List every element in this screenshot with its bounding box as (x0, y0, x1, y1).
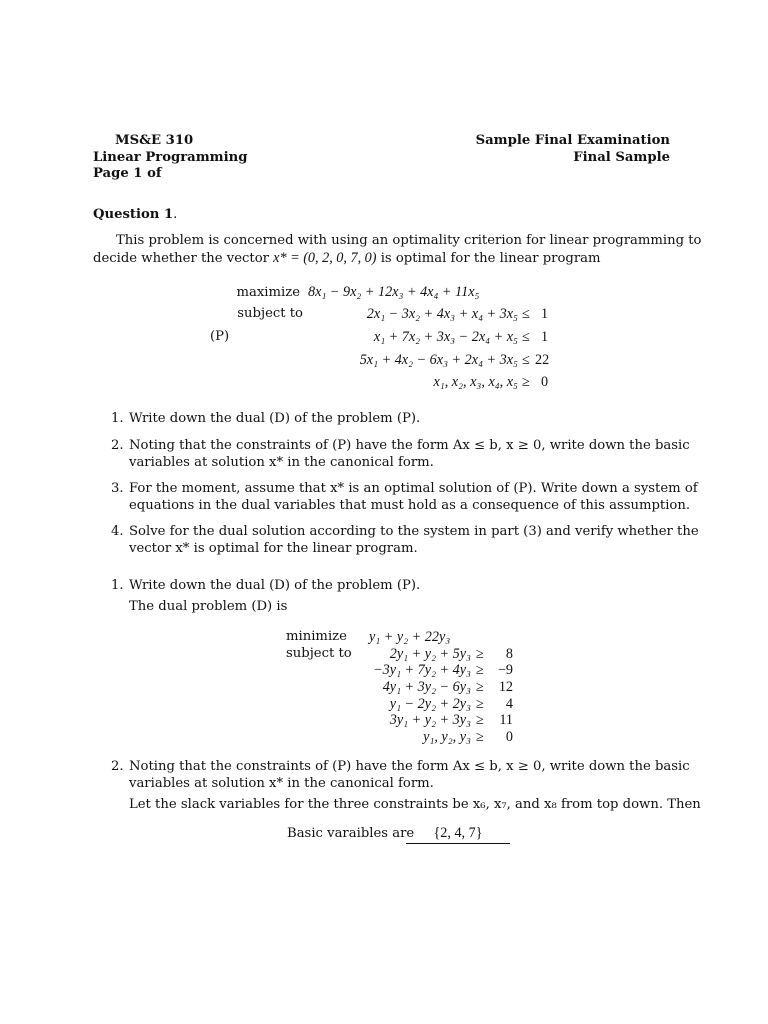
task-3-text-line-2: equations in the dual variables that must hold as a consequence of this assumption. (129, 498, 691, 513)
course-subject: Linear Programming (93, 150, 248, 165)
optimal-vector: x* = (0, 2, 0, 7, 0) (273, 250, 377, 266)
course-code: MS&E 310 (115, 133, 194, 148)
dual-row-3-rel: ≥ (476, 679, 484, 695)
dual-nonneg-lhs: y₁, y₂, y₃ (423, 729, 471, 745)
primal-row-1-lhs: 2x₁ − 3x₂ + 4x₃ + x₄ + 3x₅ (366, 306, 518, 322)
dual-nonneg-rel: ≥ (476, 729, 484, 745)
dual-row-2-rel: ≥ (476, 662, 484, 678)
task-4-text-line-2: vector x* is optimal for the linear program. (129, 541, 418, 556)
dual-nonneg-rhs: 0 (505, 729, 513, 745)
answer-2-prompt-line-1: Noting that the constraints of (P) have the form Ax ≤ b, x ≥ 0, write down the basic (129, 759, 690, 774)
dual-row-2-rhs: −9 (497, 662, 513, 678)
dual-row-1-lhs: 2y₁ + y₂ + 5y₃ (389, 646, 471, 662)
dual-row-4-rel: ≥ (476, 696, 484, 712)
task-3-number: 3. (111, 481, 124, 496)
dual-row-5-lhs: 3y₁ + y₂ + 3y₃ (389, 712, 471, 728)
intro-line-2 (93, 251, 601, 265)
dual-subject-to-word: subject to (286, 646, 352, 661)
answer-2-lead: Let the slack variables for the three constraints be x₆, x₇, and x₈ from top down. Then (129, 797, 701, 812)
task-1-text: Write down the dual (D) of the problem (P). (129, 411, 421, 426)
answer-2-number: 2. (111, 759, 124, 774)
dual-row-4-lhs: y₁ − 2y₂ + 2y₃ (389, 696, 471, 712)
answer-1-lead: The dual problem (D) is (129, 599, 288, 614)
page-indicator: Page 1 of (93, 166, 162, 181)
primal-nonneg-lhs: x₁, x₂, x₃, x₄, x₅ (433, 374, 518, 390)
primal-row-1-rhs: 1 (541, 306, 549, 322)
primal-row-1-rel: ≤ (522, 306, 530, 322)
dual-minimize-word: minimize (286, 629, 347, 644)
question-title-period: . (173, 207, 178, 222)
dual-row-3-rhs: 12 (498, 679, 513, 695)
dual-row-1-rel: ≥ (476, 646, 484, 662)
primal-nonneg-rel: ≥ (522, 374, 530, 390)
task-4-number: 4. (111, 524, 124, 539)
primal-row-2-rhs: 1 (541, 329, 549, 345)
primal-row-3-rhs: 22 (535, 352, 550, 368)
task-1-number: 1. (111, 411, 124, 426)
task-3-text-line-1: For the moment, assume that x* is an optimal solution of (P). Write down a system of (129, 481, 698, 496)
answer-1-number: 1. (111, 578, 124, 593)
primal-objective: 8x₁ − 9x₂ + 12x₃ + 4x₄ + 11x₅ (308, 284, 480, 300)
basic-variables-label: Basic varaibles are (287, 826, 415, 841)
dual-row-5-rhs: 11 (499, 712, 513, 728)
task-2-text-line-1: Noting that the constraints of (P) have the form Ax ≤ b, x ≥ 0, write down the basic (129, 438, 690, 453)
intro-text-a: decide whether the vector (93, 251, 274, 266)
dual-row-3-lhs: 4y₁ + 3y₂ − 6y₃ (382, 679, 471, 695)
answer-1-prompt: Write down the dual (D) of the problem (P). (129, 578, 421, 593)
task-2-text-line-2: variables at solution x* in the canonical form. (129, 455, 434, 470)
basic-variables-value: {2, 4, 7} (433, 825, 483, 841)
intro-line-1: This problem is concerned with using an optimality criterion for linear programming to (116, 233, 702, 248)
primal-subject-to-word: subject to (237, 306, 303, 321)
dual-row-4-rhs: 4 (505, 696, 513, 712)
dual-row-1-rhs: 8 (505, 646, 513, 662)
exam-title: Sample Final Examination (475, 133, 670, 148)
intro-text-b: is optimal for the linear program (376, 251, 601, 266)
question-title: Question 1 (93, 207, 174, 222)
task-4-text-line-1: Solve for the dual solution according to the system in part (3) and verify whether the (129, 524, 699, 539)
exam-subtitle: Final Sample (573, 150, 670, 165)
question-heading (93, 208, 177, 221)
task-2-number: 2. (111, 438, 124, 453)
primal-row-2-lhs: x₁ + 7x₂ + 3x₃ − 2x₄ + x₅ (373, 329, 518, 345)
primal-label: (P) (210, 329, 230, 344)
dual-row-5-rel: ≥ (476, 712, 484, 728)
primal-nonneg-rhs: 0 (541, 374, 549, 390)
primal-maximize-word: maximize (236, 285, 300, 300)
dual-row-2-lhs: −3y₁ + 7y₂ + 4y₃ (373, 662, 471, 678)
answer-2-prompt-line-2: variables at solution x* in the canonical form. (129, 776, 434, 791)
primal-row-3-lhs: 5x₁ + 4x₂ − 6x₃ + 2x₄ + 3x₅ (359, 352, 518, 368)
primal-row-2-rel: ≤ (522, 329, 530, 345)
dual-objective: y₁ + y₂ + 22y₃ (369, 629, 451, 645)
primal-row-3-rel: ≤ (522, 352, 530, 368)
